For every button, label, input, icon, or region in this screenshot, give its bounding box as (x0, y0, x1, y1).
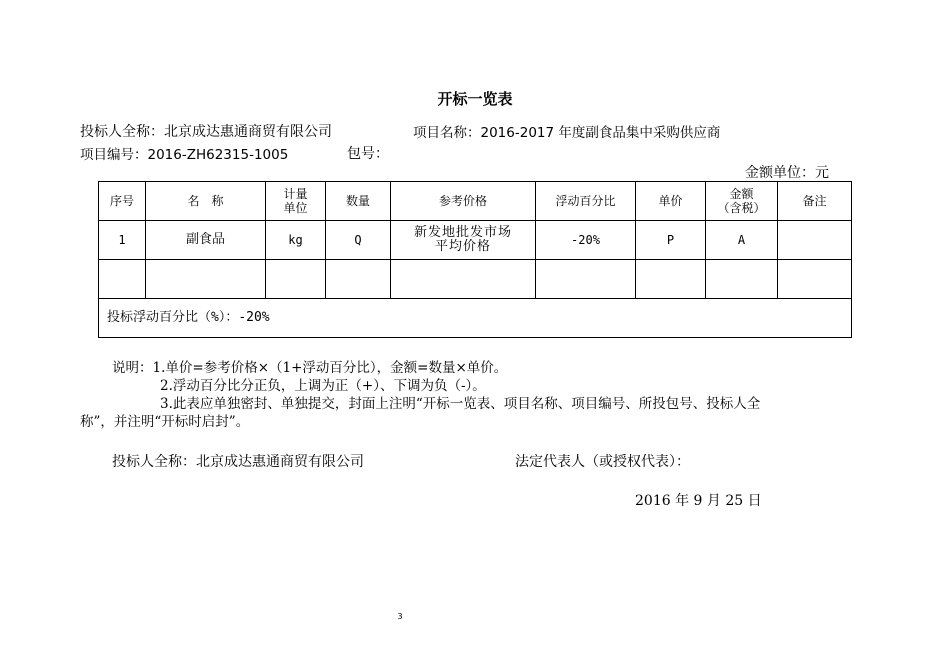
cell-ref-price-line1: 新发地批发市场 (413, 225, 512, 240)
header-unit-line1: 计量 (283, 187, 308, 201)
note-line-3a: 3.此表应单独密封、单独提交，封面上注明“开标一览表、项目名称、项目编号、所投包号、投标人全 (160, 396, 761, 412)
note-line-1: 说明：1.单价=参考价格×（1+浮动百分比），金额=数量×单价。 (112, 360, 508, 376)
header-amount (706, 182, 778, 221)
cell-qty: Q (326, 221, 391, 260)
header-seq: 序号 (99, 182, 146, 221)
empty-cell (778, 260, 852, 299)
table-row (99, 221, 852, 260)
header-amount-line2: （含税） (717, 201, 766, 215)
empty-cell (146, 260, 266, 299)
signature-representative: 法定代表人（或授权代表）： (515, 454, 690, 470)
header-unit (266, 182, 326, 221)
cell-ref-price (391, 221, 536, 260)
signature-date: 2016 年 9 月 25 日 (635, 493, 762, 509)
table-row-empty (99, 260, 852, 299)
header-amount-line1: 金额 (729, 187, 754, 201)
signature-bidder: 投标人全称：北京成达惠通商贸有限公司 (112, 454, 364, 470)
header-unit-line2: 单位 (283, 201, 308, 215)
cell-name: 副食品 (146, 221, 266, 260)
table-header-row (99, 182, 852, 221)
cell-unit: kg (266, 221, 326, 260)
package-number: 包号： (347, 146, 389, 162)
empty-cell (391, 260, 536, 299)
page-number: 3 (397, 612, 403, 621)
empty-cell (706, 260, 778, 299)
empty-cell (536, 260, 636, 299)
cell-remarks (778, 221, 852, 260)
empty-cell (266, 260, 326, 299)
cell-ref-price-line2: 平均价格 (434, 239, 491, 254)
float-pct-summary: 投标浮动百分比（%）：-20% (99, 299, 852, 338)
project-name: 项目名称：2016-2017 年度副食品集中采购供应商 (413, 125, 721, 141)
header-name: 名 称 (146, 182, 266, 221)
project-number: 项目编号：2016-ZH62315-1005 (80, 147, 289, 163)
currency-unit: 金额单位：元 (745, 165, 829, 181)
empty-cell (326, 260, 391, 299)
note-line-2: 2.浮动百分比分正负，上调为正（+）、下调为负（-）。 (160, 378, 486, 394)
bid-summary-table (98, 181, 852, 338)
cell-float-pct: -20% (536, 221, 636, 260)
document-title: 开标一览表 (437, 90, 513, 108)
header-ref-price: 参考价格 (391, 182, 536, 221)
header-unit-price: 单价 (636, 182, 706, 221)
header-qty: 数量 (326, 182, 391, 221)
cell-seq: 1 (99, 221, 146, 260)
empty-cell (636, 260, 706, 299)
cell-unit-price: P (636, 221, 706, 260)
header-remarks: 备注 (778, 182, 852, 221)
table-footer-row (99, 299, 852, 338)
cell-amount: A (706, 221, 778, 260)
note-line-3b: 称”，并注明“开标时启封”。 (80, 414, 250, 430)
bidder-name-header: 投标人全称：北京成达惠通商贸有限公司 (80, 124, 332, 140)
header-float-pct: 浮动百分比 (536, 182, 636, 221)
empty-cell (99, 260, 146, 299)
